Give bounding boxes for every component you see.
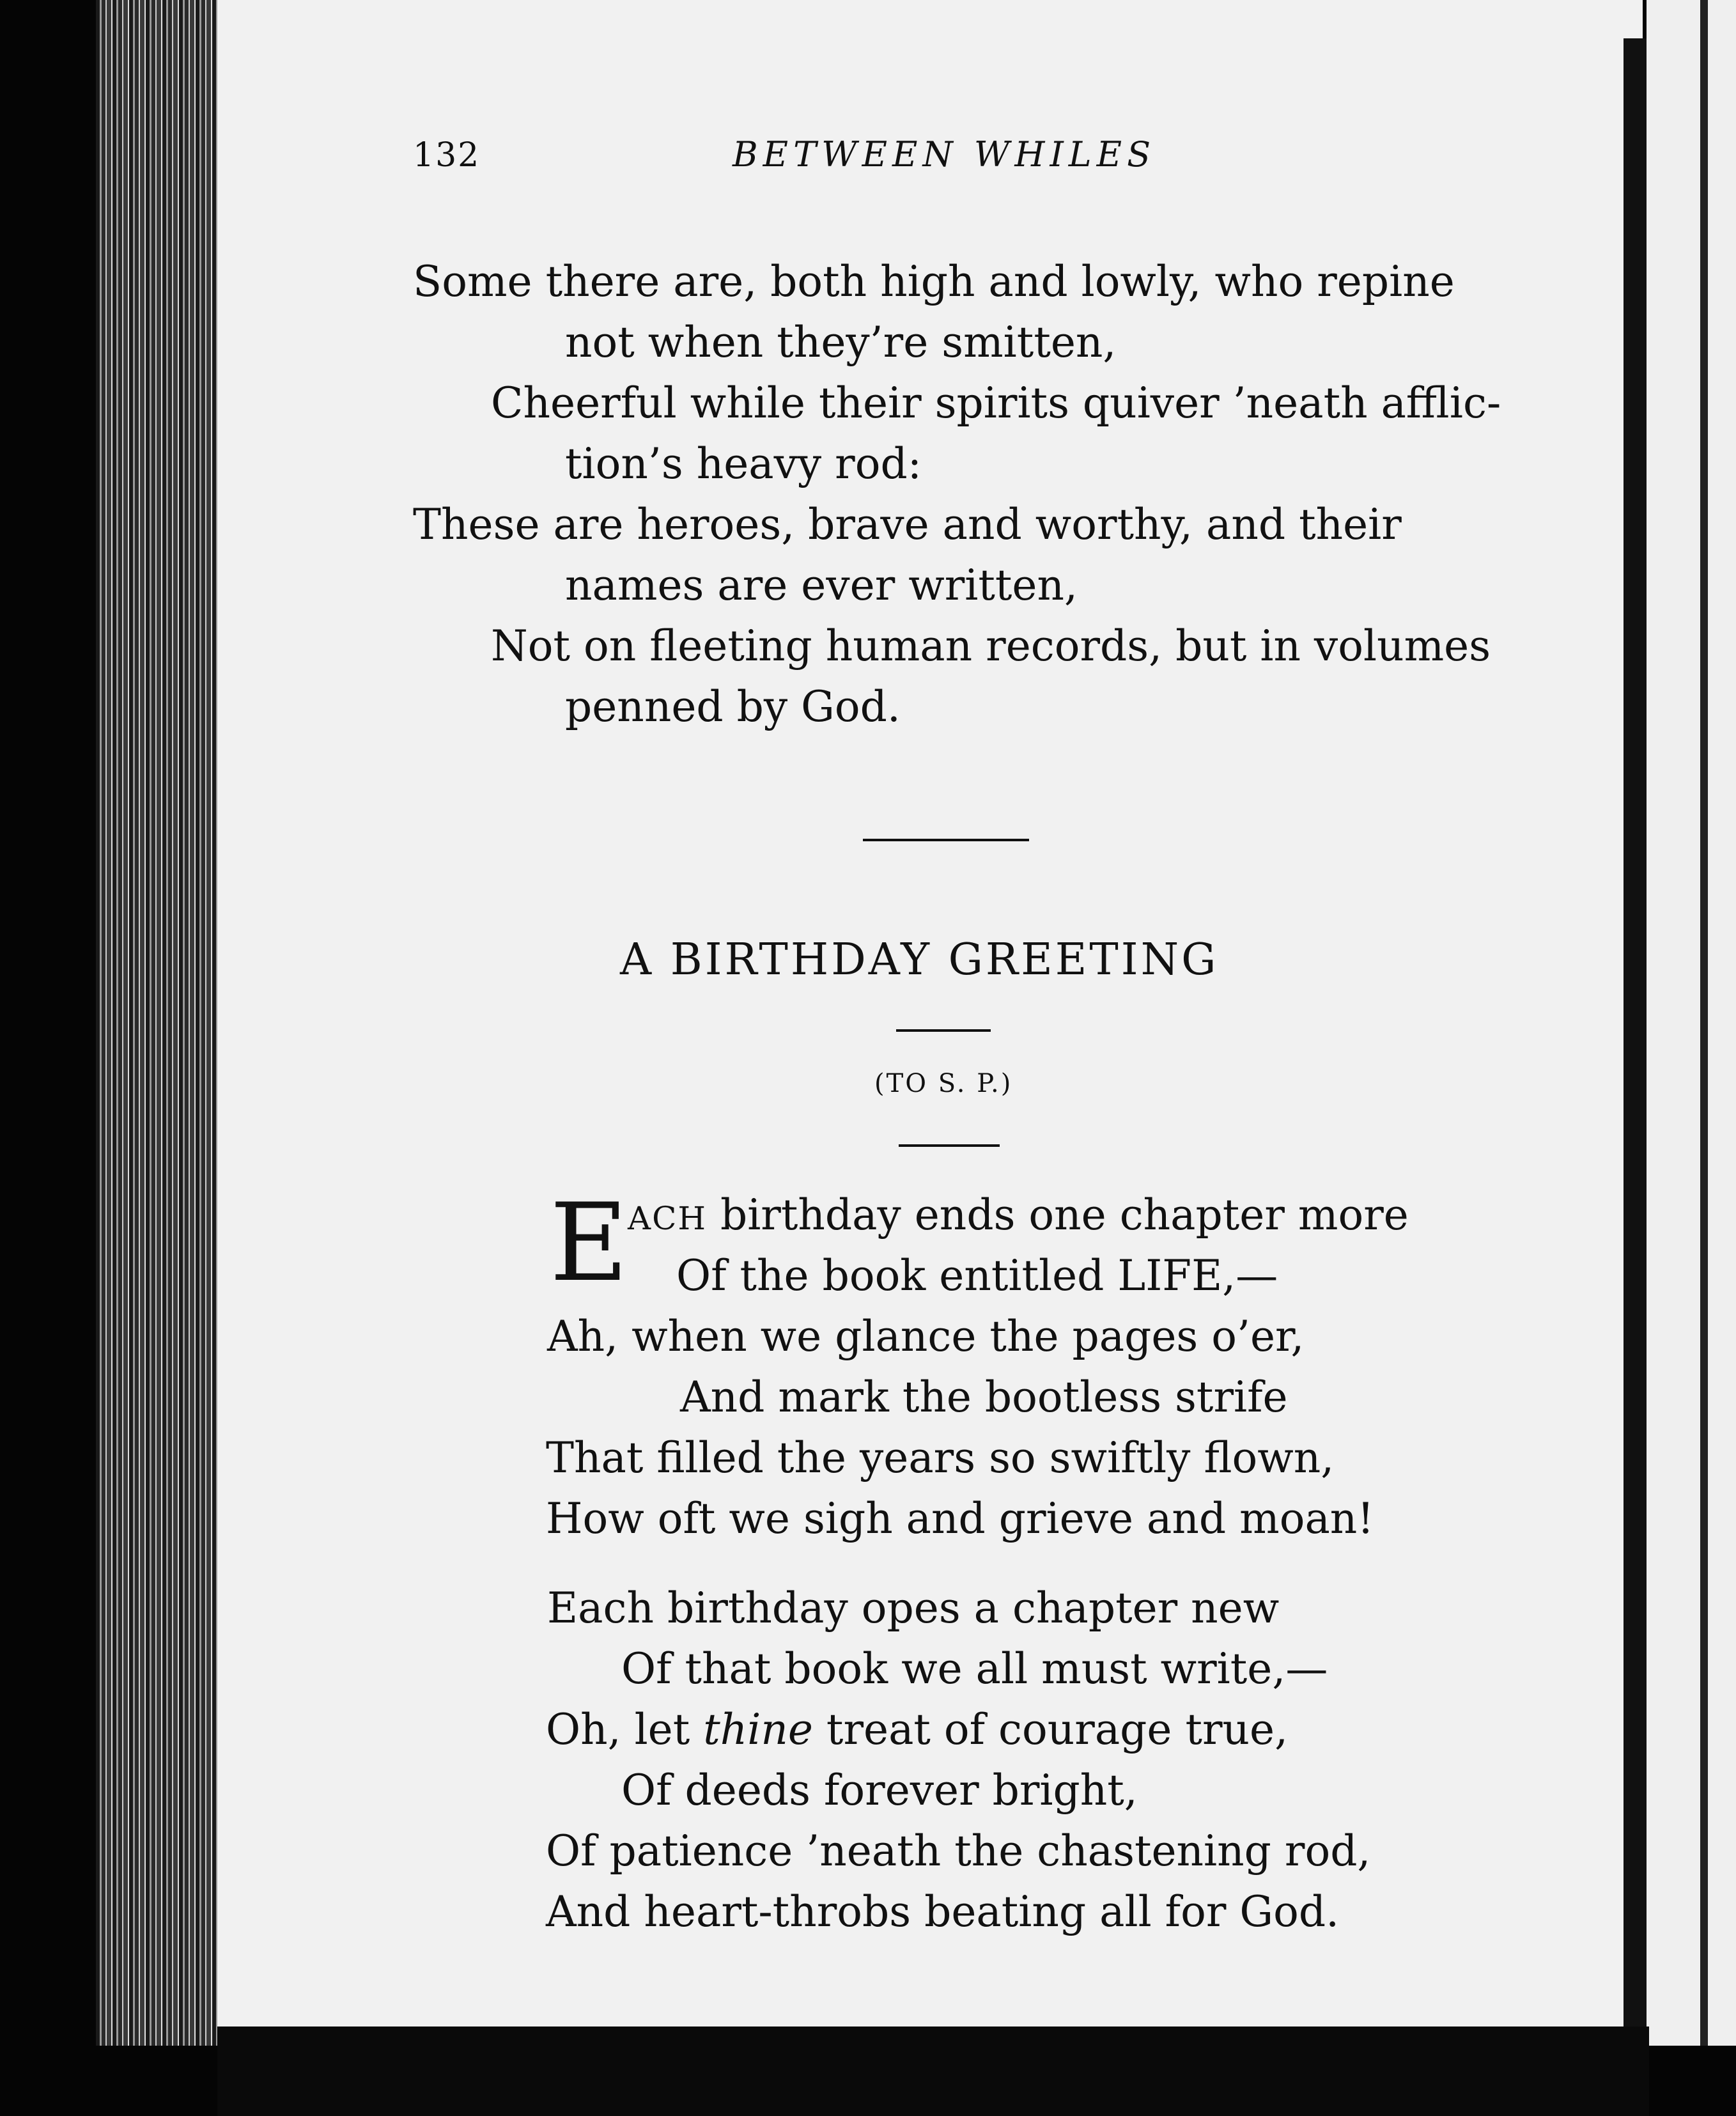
bottom-shadow — [217, 2027, 1649, 2116]
poem-title: A BIRTHDAY GREETING — [620, 935, 1219, 985]
previous-poem-line-4: tion’s heavy rod: — [565, 439, 922, 488]
previous-poem-line-1: Some there are, both high and lowly, who repine — [413, 257, 1455, 306]
previous-poem-line-3: Cheerful while their spirits quiver ’neath afflic- — [491, 378, 1501, 428]
stanza-2-line-4: Of deeds forever bright, — [621, 1766, 1138, 1815]
stanza-1-line-3: Ah, when we glance the pages o’er, — [547, 1312, 1305, 1361]
drop-cap: E — [550, 1180, 628, 1305]
title-rule — [896, 1029, 991, 1032]
stanza-2-line-3 — [546, 1705, 1289, 1754]
running-head — [413, 134, 1156, 175]
poem-dedication: (TO S. P.) — [874, 1069, 1013, 1098]
previous-poem-line-6: names are ever written, — [565, 561, 1078, 610]
stanza-1-line-5: That filled the years so swiftly flown, — [546, 1433, 1335, 1482]
stanza-2-line-3-end: treat of courage true, — [812, 1705, 1289, 1754]
stanza-2-line-6: And heart-throbs beating all for God. — [546, 1887, 1340, 1936]
gutter-shadow — [1624, 38, 1647, 2046]
stanza-2-line-5: Of patience ’neath the chastening rod, — [546, 1826, 1371, 1876]
stanza-1-line-4: And mark the bootless strife — [680, 1373, 1288, 1422]
facing-page-edge — [1647, 0, 1736, 2046]
emphasized-word: thine — [703, 1705, 813, 1754]
running-head-title: BETWEEN WHILES — [732, 134, 1156, 175]
page-number: 132 — [413, 136, 481, 175]
previous-poem-line-8: penned by God. — [565, 682, 901, 731]
previous-poem-line-5: These are heroes, brave and worthy, and their — [413, 500, 1402, 549]
stanza-1-line-6: How oft we sigh and grieve and moan! — [546, 1494, 1374, 1543]
stanza-2-line-3-start: Oh, let — [546, 1705, 704, 1754]
stanza-1-line-1 — [628, 1190, 1409, 1240]
stanza-2-line-2: Of that book we all must write,— — [621, 1644, 1328, 1693]
first-line-smallcaps: ACH — [628, 1200, 707, 1237]
stanza-1-line-2: Of the book entitled LIFE,— — [676, 1251, 1278, 1300]
facing-page-border — [1700, 0, 1708, 2046]
section-divider-rule — [863, 839, 1029, 841]
first-line-text: birthday ends one chapter more — [706, 1190, 1409, 1240]
page-edges — [96, 0, 236, 2046]
previous-poem-line-7: Not on fleeting human records, but in volumes — [491, 621, 1491, 671]
previous-poem-line-2: not when they’re smitten, — [565, 318, 1117, 367]
dedication-rule — [899, 1144, 1000, 1147]
stanza-2-line-1: Each birthday opes a chapter new — [547, 1583, 1280, 1633]
